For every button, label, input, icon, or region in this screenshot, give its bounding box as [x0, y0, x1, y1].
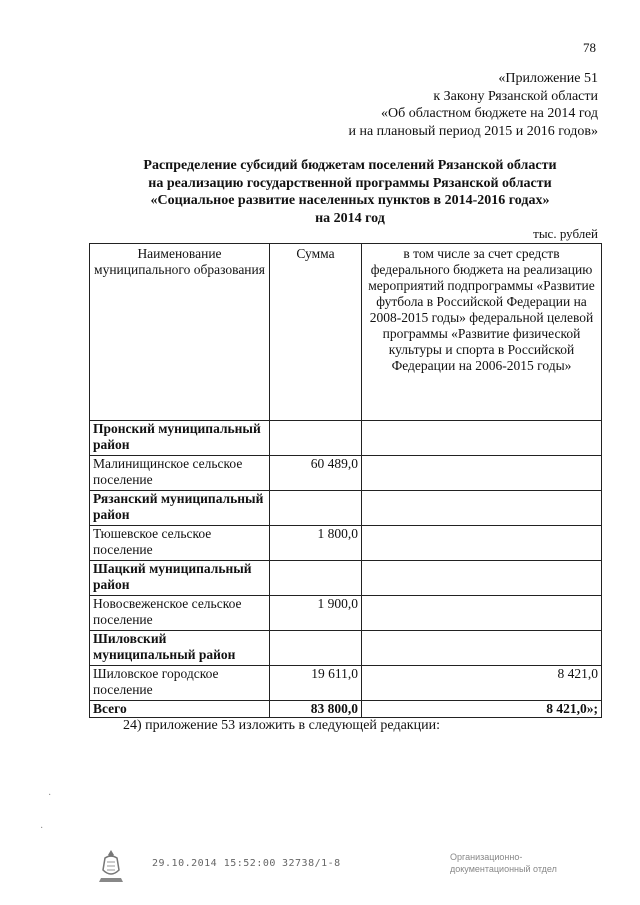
title-line: Распределение субсидий бюджетам поселений Рязанской области	[143, 158, 557, 173]
row-sum: 1 900,0	[270, 596, 362, 631]
row-sum: 1 800,0	[270, 526, 362, 561]
scan-speck: ·	[48, 790, 52, 801]
scan-speck: ·	[40, 823, 44, 834]
title-line: на 2014 год	[315, 210, 385, 226]
header-name: Наименование муниципального образования	[90, 244, 270, 421]
table-row	[90, 631, 602, 666]
row-federal	[362, 561, 602, 596]
row-name: Шиловский муниципальный район	[90, 631, 270, 666]
row-name: Пронский муниципальный район	[90, 421, 270, 456]
table-row	[90, 421, 602, 456]
title-line: «Социальное развитие населенных пунктов в 2014-2016 годах»	[150, 193, 550, 208]
table-row	[90, 561, 602, 596]
row-name: Новосвеженское сельское поселение	[90, 596, 270, 631]
document-title	[90, 157, 610, 227]
row-name: Тюшевское сельское поселение	[90, 526, 270, 561]
row-federal	[362, 456, 602, 491]
row-federal: 8 421,0	[362, 666, 602, 701]
table-row	[90, 596, 602, 631]
table-row	[90, 491, 602, 526]
units-label: тыс. рублей	[533, 226, 598, 241]
table-header-row	[90, 244, 602, 421]
footer-org-line: документационный отдел	[450, 864, 557, 874]
row-federal	[362, 526, 602, 561]
row-name: Малинищинское сельское поселение	[90, 456, 270, 491]
table-row	[90, 526, 602, 561]
row-sum	[270, 491, 362, 526]
table-row	[90, 456, 602, 491]
title-line: на реализацию государственной программы Рязанской области	[148, 175, 552, 191]
row-sum	[270, 631, 362, 666]
appendix-line: «Приложение 51	[498, 71, 598, 86]
row-name: Шацкий муниципальный район	[90, 561, 270, 596]
table-row	[90, 666, 602, 701]
page-number: 78	[583, 40, 596, 55]
row-sum	[270, 421, 362, 456]
footer-datetime: 29.10.2014 15:52:00	[152, 858, 276, 869]
row-sum: 60 489,0	[270, 456, 362, 491]
total-label: Всего	[90, 701, 270, 718]
amendment-instruction: 24) приложение 53 изложить в следующей редакции:	[123, 718, 440, 733]
total-federal: 8 421,0»;	[362, 701, 602, 718]
appendix-reference	[268, 70, 598, 140]
footer-doc-id: 32738/1-8	[282, 858, 341, 869]
appendix-line: «Об областном бюджете на 2014 год	[381, 106, 598, 121]
footer-organization	[450, 851, 570, 875]
coat-of-arms-icon	[96, 848, 126, 884]
total-sum: 83 800,0	[270, 701, 362, 718]
footer-org-line: Организационно-	[450, 852, 523, 862]
row-federal	[362, 491, 602, 526]
row-name: Шиловское городское поселение	[90, 666, 270, 701]
row-sum: 19 611,0	[270, 666, 362, 701]
row-federal	[362, 596, 602, 631]
row-sum	[270, 561, 362, 596]
row-name: Рязанский муниципальный район	[90, 491, 270, 526]
subsidy-table	[89, 243, 602, 718]
row-federal	[362, 631, 602, 666]
appendix-line: и на плановый период 2015 и 2016 годов»	[348, 123, 598, 139]
appendix-line: к Закону Рязанской области	[433, 88, 598, 104]
table-total-row	[90, 701, 602, 718]
row-federal	[362, 421, 602, 456]
header-federal: в том числе за счет средств федерального бюджета на реализацию мероприятий подпрограммы «Развитие футбола в Российской Федерации на 2008-2015 годы» федеральной целевой программы «Развитие физической культуры и спорта в Российской Федерации на 2006-2015 годы»	[362, 244, 602, 421]
header-sum: Сумма	[270, 244, 362, 421]
